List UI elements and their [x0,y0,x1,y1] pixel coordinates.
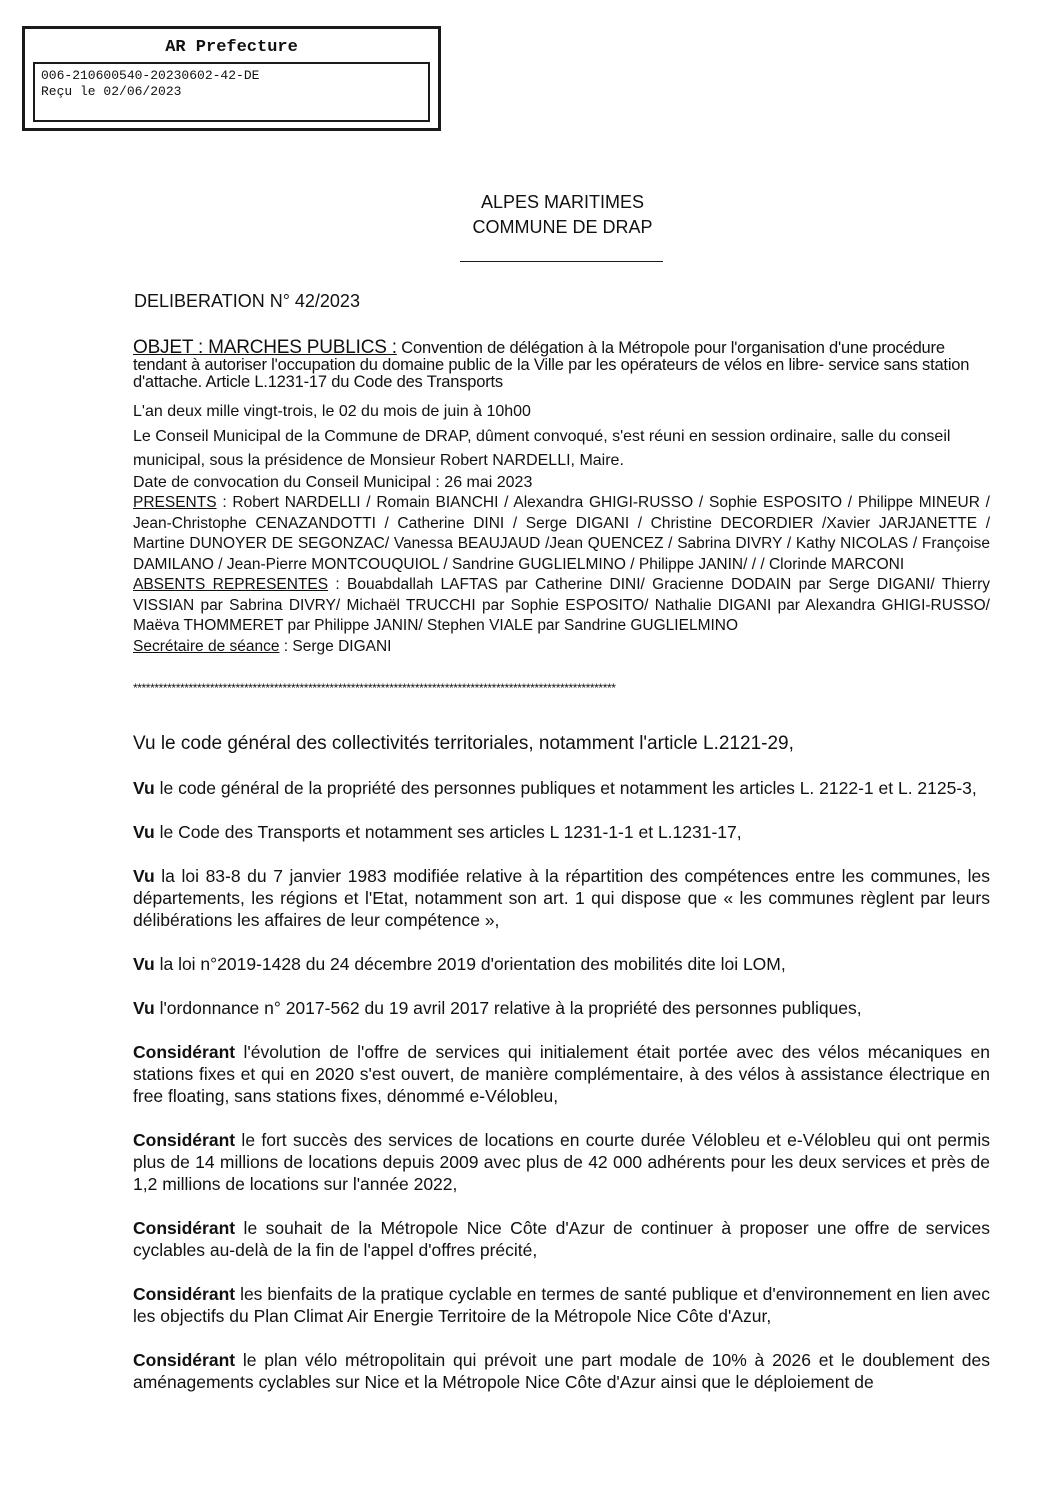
presents-list [133,493,990,575]
clause-text: le souhait de la Métropole Nice Côte d'Azur de continuer à proposer une offre de services cyclables au-delà de la fin de l'appel d'offres précité, [133,1218,990,1260]
clause-paragraph [133,1283,990,1327]
spacer [133,755,990,777]
spacer [133,1107,990,1129]
stamp-reference: 006-210600540-20230602-42-DE [41,68,260,83]
clause-lead: Considérant [133,1284,236,1304]
clause-paragraph [133,1217,990,1261]
spacer [133,1019,990,1041]
clause-text: l'ordonnance n° 2017-562 du 19 avril 2017 relative à la propriété des personnes publiques, [154,998,862,1018]
spacer [133,1261,990,1283]
spacer [133,1327,990,1349]
clause-lead: Vu [133,954,155,974]
document-body [133,339,990,1393]
clause-text: la loi 83-8 du 7 janvier 1983 modifiée relative à la répartition des compétences entre les communes, les départements, les régions et l'Etat, notamment son art. 1 qui dispose que « les communes règlent par leurs délibérations les affaires de leur compétence », [133,866,990,930]
clause-text: Vu le code général des collectivités territoriales, notamment l'article L.2121-29, [133,733,794,754]
clause-lead: Considérant [133,1130,236,1150]
spacer [133,1195,990,1217]
secretary-label: Secrétaire de séance [133,637,280,655]
session-convocation: Date de convocation du Conseil Municipal : 26 mai 2023 [133,474,533,491]
deliberation-number: DELIBERATION N° 42/2023 [134,291,360,311]
header-commune: COMMUNE DE DRAP [472,217,653,237]
clause-lead: Vu [133,866,155,886]
spacer [133,843,990,865]
clause-lead: Considérant [133,1350,236,1370]
clause-text: le Code des Transports et notamment ses articles L 1231-1-1 et L.1231-17, [154,822,742,842]
secretary-line [133,637,990,658]
document-header [430,190,695,240]
clause-paragraph [133,777,990,799]
clause-text: l'évolution de l'offre de services qui initialement était portée avec des vélos mécaniques en stations fixes et qui en 2020 s'est ouvert, de manière complémentaire, à des vélos à assistance électrique en free floating, sans stations fixes, dénommé e-Vélobleu, [133,1042,990,1106]
clause-paragraph [133,1349,990,1393]
separator-line: ***************************************************************************************************************** [133,681,616,695]
clause-paragraph [133,1041,990,1107]
presents-label: PRESENTS [133,494,217,511]
stamp-received-date: Reçu le 02/06/2023 [41,84,182,99]
clause-paragraph [133,865,990,931]
object-text: Convention de délégation à la Métropole pour l'organisation d'une procédure tendant à autoriser l'occupation du domaine public de la Ville par les opérateurs de vélos en libre- service sans station d'attache. Article L.1231-17 du Code des Transports [133,339,970,391]
clause-paragraph [133,997,990,1019]
header-divider [460,261,663,262]
absents-label: ABSENTS REPRESENTES [133,576,329,593]
clause-paragraph [133,821,990,843]
clause-paragraph [133,1129,990,1195]
object-label: OBJET : MARCHES PUBLICS : [133,337,397,358]
clause-text: le plan vélo métropolitain qui prévoit une part modale de 10% à 2026 et le doublement des aménagements cyclables sur Nice et la Métropole Nice Côte d'Azur ainsi que le déploiement de [133,1350,990,1392]
clause-text: les bienfaits de la pratique cyclable en termes de santé publique et d'environnement en lien avec les objectifs du Plan Climat Air Energie Territoire de la Métropole Nice Côte d'Azur, [133,1284,990,1326]
clause-lead: Vu [133,822,155,842]
spacer [133,799,990,821]
session-council: Le Conseil Municipal de la Commune de DRAP, dûment convoqué, s'est réuni en session ordinaire, salle du conseil municipal, sous la présidence de Monsieur Robert NARDELLI, Maire. [133,428,951,469]
clause-lead: Vu [133,998,155,1018]
object-paragraph [133,339,990,391]
stamp-title: AR Prefecture [165,38,298,57]
secretary-text: : Serge DIGANI [279,637,392,655]
clause-paragraph [133,953,990,975]
clause-lead: Vu [133,778,155,798]
prefecture-stamp [22,26,441,131]
clause-text: la loi n°2019-1428 du 24 décembre 2019 d'orientation des mobilités dite loi LOM, [154,954,786,974]
presents-text: : Robert NARDELLI / Romain BIANCHI / Alexandra GHIGI-RUSSO / Sophie ESPOSITO / Philippe MINEUR / Jean-Christophe CENAZANDOTTI / Catherine DINI / Serge DIGANI / Christine DECORDIER /Xavier JARJANETTE / Martine DUNOYER DE SEGONZAC/ Vanessa BEAUJAUD /Jean QUENCEZ / Sabrina DIVRY / Kathy NICOLAS / Françoise DAMILANO / Jean-Pierre MONTCOUQUIOL / Sandrine GUGLIELMINO / Philippe JANIN/ / / Clorinde MARCONI [133,494,990,573]
spacer [133,931,990,953]
session-date: L'an deux mille vingt-trois, le 02 du mois de juin à 10h00 [133,403,531,420]
clause-text: le fort succès des services de locations en courte durée Vélobleu et e-Vélobleu qui ont permis plus de 14 millions de locations depuis 2009 avec plus de 42 000 adhérents pour les deux services et près de 1,2 millions de locations sur l'année 2022, [133,1130,990,1194]
spacer [133,975,990,997]
stamp-details [33,62,430,122]
absents-text: : Bouabdallah LAFTAS par Catherine DINI/ Gracienne DODAIN par Serge DIGANI/ Thierry VISSIAN par Sabrina DIVRY/ Michaël TRUCCHI par Sophie ESPOSITO/ Nathalie DIGANI par Alexandra GHIGI-RUSSO/ Maëva THOMMERET par Philippe JANIN/ Stephen VIALE par Sandrine GUGLIELMINO [133,576,990,634]
header-department: ALPES MARITIMES [480,192,645,212]
clause-paragraph [133,733,990,755]
absents-list [133,575,990,637]
clause-lead: Considérant [133,1218,236,1238]
clause-lead: Considérant [133,1042,236,1062]
clause-text: le code général de la propriété des personnes publiques et notamment les articles L. 2122-1 et L. 2125-3, [154,778,977,798]
